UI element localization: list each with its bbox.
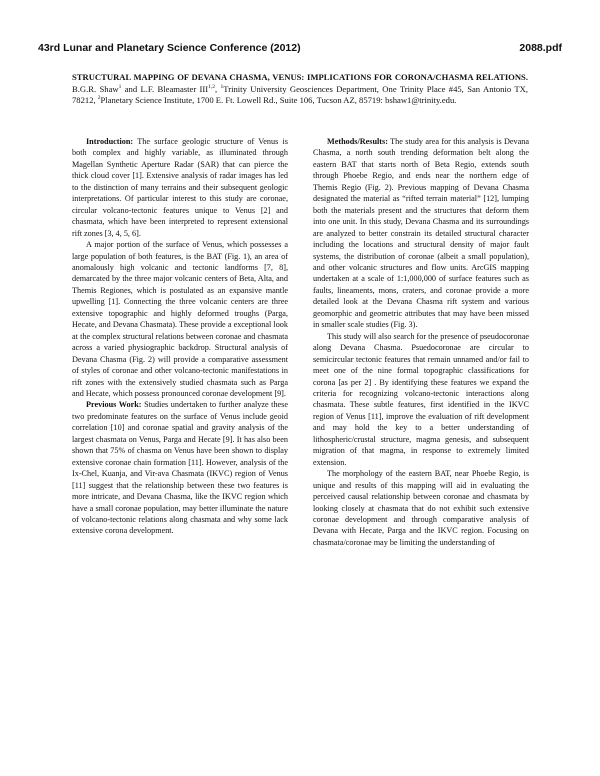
previous-work-paragraph — [72, 399, 288, 536]
left-column — [72, 136, 288, 537]
methods-text: The study area for this analysis is Devana Chasma, a north south trending deformation belt along the eastern BAT that starts north of Beta Regio, extends south through Phoebe Regio, and ends near the northern edge of Themis Regio (Fig. 2). Previous mapping of Devana Chasma designated the material as “rifted terrain material” [12], lumping both the materials present and the structures that deform them into one unit. In this study, Devana Chasma and its surroundings are analyzed to better constrain its detailed structural character including the locations and structural density of major fault systems, the distribution of coronae (albeit a small population), and other volcanic structures and flow units. ArcGIS mapping undertaken at a scale of 1:1,000,000 of surface features such as faults, lineaments, mons, craters, and coronae provide a more detailed look at the Devana Chasma rift system and various geomorphic and geometric attributes that may have been missed in smaller scale studies (Fig. 3). — [313, 137, 529, 330]
introduction-heading: Introduction: — [86, 137, 134, 146]
methods-heading: Methods/Results: — [327, 137, 388, 146]
author-1-affiliation-mark: 1 — [118, 83, 122, 90]
methods-paragraph — [313, 136, 529, 331]
bat-paragraph — [72, 239, 288, 399]
pseudocoronae-paragraph — [313, 331, 529, 468]
page-header — [38, 42, 562, 56]
introduction-text: The surface geologic structure of Venus is both complex and highly variable, as illuminated through Magellan Synthetic Aperture Radar (SAR) that can pierce the thick cloud cover [1]. Extensive analysis of radar images has led to the distinction of many terrains and their subsequent geologic interpretations. Of particular interest to this study are coronae, circular volcano-tectonic features unique to Venus [2] and chasmata, which have been interpreted to represent extensional rift zones [3, 4, 5, 6]. — [72, 137, 288, 238]
author-2-affiliation-mark: 1,2 — [208, 83, 216, 90]
affiliation-separator: , — [215, 83, 221, 94]
affiliation-1: Trinity University Geosciences Department, One Trinity Place #45, San Antonio TX, 78212, — [72, 83, 528, 106]
previous-work-text: Studies undertaken to further analyze these two predominate features on the surface of Venus include geoid correlation [10] and coronae spatial and gravity analysis of the largest chasmata on Venus, Parga and Hecate [9]. It has also been shown that 75% of chasma on Venus have been shown to display extensive coronae chain formation [11]. However, analysis of the Ix-Chel, Kuanja, and Vir-ava Chasmata (IKVC) region of Venus [11] suggest that the relationship between these two features is more intricate, and Devana Chasma, like the IKVC region which have a small coronae population, may better illuminate the nature of volcano-tectonic relations along chasmata and why some lack extensive corona development. — [72, 400, 288, 536]
affiliation-1-mark: 1 — [220, 83, 224, 90]
author-2: and L.F. Bleamaster III — [121, 83, 209, 94]
abstract-number: 2088.pdf — [519, 42, 562, 54]
conference-name: 43rd Lunar and Planetary Science Conference (2012) — [38, 42, 301, 54]
affiliation-2: Planetary Science Institute, 1700 E. Ft. Lowell Rd., Suite 106, Tucson AZ, 85719: bshaw1@trinity.edu. — [100, 95, 457, 106]
morphology-paragraph — [313, 468, 529, 548]
pseudocoronae-text: This study will also search for the presence of pseudocoronae along Devana Chasma. Psuedocoronae are circular to semicircular tectonic features that remain unnamed and/or fail to meet one of the nine formal topographic classifications for corona [as per 2] . By identifying these features we expand the criteria for recognizing volcano-tectonic interactions along chasmata. These subtle features, first identified in the IKVC region of Venus [11], improve the evaluation of rift development and may hold the key to a better understanding of lithospheric/crustal structure, magma genesis, and subsequent migration of that magma, in response to extremely limited extension. — [313, 331, 529, 467]
bat-text: A major portion of the surface of Venus, which possesses a large population of both features, is the BAT (Fig. 1), an area of anomalously high volcanic and tectonic landforms [7, 8], demarcated by the three major volcanic centers of Beta, Alta, and Themis Regiones, which is postulated as an expansive mantle upwelling [1]. Connecting the three volcanic centers are three extensive topographic and highly deformed troughs (Parga, Hecate, and Devana Chasmata). These provide a exceptional look at the complex structural relations between coronae and chasmata across a varied physiographic backdrop. Structural analysis of Devana Chasma (Fig. 2) will provide a comparative assessment of styles of coronae and other volcano-tectonic manifestations in rift zones with the extensively studied chasmata such as Parga and Hecate, which possess pronounced coronae development [9]. — [72, 240, 288, 398]
morphology-text: The morphology of the eastern BAT, near Phoebe Regio, is unique and results of this mapping will aid in evaluating the perceived causal relationship between coronae and chasmata by looking closely at chasmata that do not exhibit such extensive coronae development and through comparative analysis of Devana with Hecate, Parga and the IKVC region. Focusing on chasmata/coronae may be limiting the understanding of — [313, 469, 529, 547]
introduction-paragraph — [72, 136, 288, 239]
paper-title: STRUCTURAL MAPPING OF DEVANA CHASMA, VENUS: IMPLICATIONS FOR CORONA/CHASMA RELATIONS. — [72, 72, 528, 82]
author-1: B.G.R. Shaw — [72, 83, 119, 94]
affiliation-2-mark: 2 — [97, 95, 101, 102]
previous-work-heading: Previous Work: — [86, 400, 142, 410]
title-block — [72, 72, 528, 107]
right-column — [313, 136, 529, 548]
